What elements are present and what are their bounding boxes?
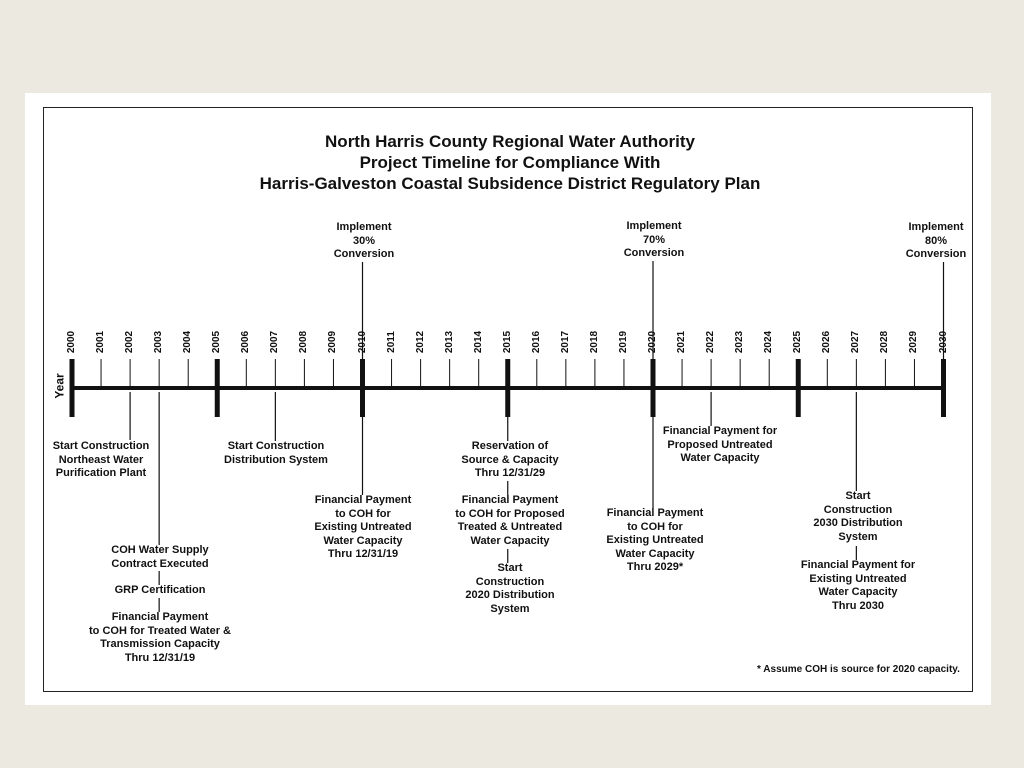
- event-line: Northeast Water: [58, 453, 144, 466]
- event-line: Contract Executed: [111, 557, 209, 570]
- year-label: 2014: [472, 330, 484, 354]
- event-line: to COH for: [335, 507, 391, 520]
- year-label: 2030: [937, 330, 949, 354]
- event-line: to COH for: [627, 520, 683, 533]
- year-label: 2005: [211, 330, 223, 354]
- year-label: 2002: [124, 330, 136, 354]
- event-line: Financial Payment: [314, 494, 412, 506]
- year-label: 2022: [705, 330, 717, 354]
- title-line-1: North Harris County Regional Water Authority: [325, 132, 695, 151]
- title-line-3: Harris-Galveston Coastal Subsidence District Regulatory Plan: [259, 174, 761, 193]
- event-line: Construction: [823, 503, 893, 516]
- event-line: System: [838, 530, 878, 543]
- event-line: Water Capacity: [680, 452, 760, 464]
- event-line: Financial Payment: [606, 507, 704, 519]
- event-2015-start-construction: [455, 562, 565, 616]
- event-2015-financial-payment: [450, 494, 570, 548]
- event-line: Water Capacity: [470, 534, 550, 547]
- year-label: 2010: [356, 330, 368, 354]
- year-label: 2004: [182, 330, 194, 354]
- year-label: 2017: [559, 330, 571, 354]
- milestone-2020-line: 70%: [642, 233, 666, 246]
- event-line: to COH for Treated Water &: [89, 624, 231, 637]
- year-label: 2025: [792, 330, 804, 354]
- milestone-2010-line: Conversion: [333, 248, 395, 260]
- year-label: 2019: [617, 330, 629, 354]
- event-line: COH Water Supply: [111, 544, 209, 556]
- event-2002-northeast-plant: [46, 440, 156, 481]
- event-line: Start: [845, 490, 871, 502]
- event-line: Start Construction: [227, 440, 325, 452]
- milestone-2030-line: 80%: [924, 234, 948, 247]
- event-line: 2020 Distribution: [465, 589, 555, 601]
- year-label: 2020: [647, 330, 658, 354]
- event-line: Transmission Capacity: [100, 638, 220, 650]
- year-label: 2026: [821, 330, 833, 354]
- year-label: 2009: [327, 330, 339, 354]
- event-line: Thru 2029*: [626, 561, 684, 573]
- year-label: 2027: [850, 330, 862, 354]
- year-label: 2013: [443, 330, 455, 354]
- year-label: 2029: [908, 330, 920, 354]
- event-2003-grp-certification: [105, 584, 215, 598]
- event-line: Financial Payment for: [800, 559, 916, 571]
- event-2010-financial-payment: [308, 494, 418, 562]
- event-line: Thru 2030: [832, 599, 884, 612]
- event-line: Water Capacity: [615, 547, 695, 560]
- event-line: Construction: [475, 575, 545, 588]
- event-line: Existing Untreated: [809, 572, 907, 585]
- year-label: 2006: [240, 330, 252, 354]
- milestone-2010: [324, 221, 404, 262]
- year-label: 2028: [879, 330, 891, 354]
- milestone-2010-line: 30%: [352, 234, 376, 247]
- milestone-2010-line: Implement: [336, 221, 392, 233]
- event-line: System: [490, 602, 530, 615]
- event-line: Thru 12/31/19: [124, 651, 196, 664]
- year-label: 2021: [676, 330, 688, 354]
- year-label: 2016: [530, 330, 542, 354]
- milestone-2030-line: Implement: [908, 221, 964, 233]
- year-label: 2023: [734, 330, 746, 354]
- year-label: 2007: [269, 330, 281, 354]
- event-line: Water Capacity: [818, 586, 898, 598]
- event-line: Source & Capacity: [461, 453, 559, 466]
- event-2020-financial-payment: [600, 507, 710, 575]
- year-label: 2008: [298, 330, 310, 354]
- event-line: Financial Payment: [461, 494, 559, 506]
- year-label: 2011: [385, 331, 397, 353]
- year-label: 2012: [414, 330, 426, 354]
- milestone-2030-line: Conversion: [905, 248, 967, 260]
- event-2027-start-construction: [800, 490, 916, 544]
- event-line: Water Capacity: [323, 534, 403, 547]
- event-line: Thru 12/31/19: [327, 548, 399, 560]
- milestone-2020-line: Conversion: [623, 247, 685, 259]
- milestone-2030: [896, 221, 976, 262]
- event-2027-financial-payment: [793, 559, 923, 613]
- year-label: 2018: [588, 330, 600, 354]
- year-label: 2001: [95, 330, 107, 354]
- event-line: Financial Payment for: [662, 425, 778, 437]
- event-line: Reservation of: [471, 440, 549, 452]
- event-2003-coh-contract: [105, 544, 215, 571]
- event-line: Distribution System: [224, 453, 328, 466]
- event-line: Start: [497, 562, 523, 574]
- event-line: Proposed Untreated: [667, 438, 773, 451]
- event-line: to COH for Proposed: [455, 507, 565, 520]
- year-label: 2000: [66, 330, 77, 354]
- event-line: Start Construction: [52, 440, 150, 452]
- event-line: Thru 12/31/29: [474, 467, 546, 479]
- title-line-2: Project Timeline for Compliance With: [359, 153, 661, 172]
- event-line: Purification Plant: [55, 467, 147, 479]
- event-line: Existing Untreated: [314, 521, 412, 533]
- event-2003-financial-payment: [85, 611, 235, 665]
- event-line: 2030 Distribution: [813, 517, 903, 529]
- axis-year-label: Year: [52, 373, 67, 399]
- milestone-2020-line: Implement: [626, 220, 682, 232]
- event-line: Treated & Untreated: [457, 521, 563, 533]
- milestone-2020: [614, 220, 694, 261]
- event-line: GRP Certification: [114, 584, 206, 596]
- event-line: Financial Payment: [111, 611, 209, 623]
- event-2022-financial-payment: [655, 425, 785, 466]
- event-2007-distribution: [216, 440, 336, 467]
- year-label: 2015: [501, 330, 513, 354]
- event-2015-reservation: [455, 440, 565, 481]
- year-label: 2003: [153, 330, 165, 354]
- event-line: Existing Untreated: [606, 534, 704, 546]
- year-label: 2024: [763, 330, 775, 354]
- footnote: * Assume COH is source for 2020 capacity.: [757, 664, 960, 675]
